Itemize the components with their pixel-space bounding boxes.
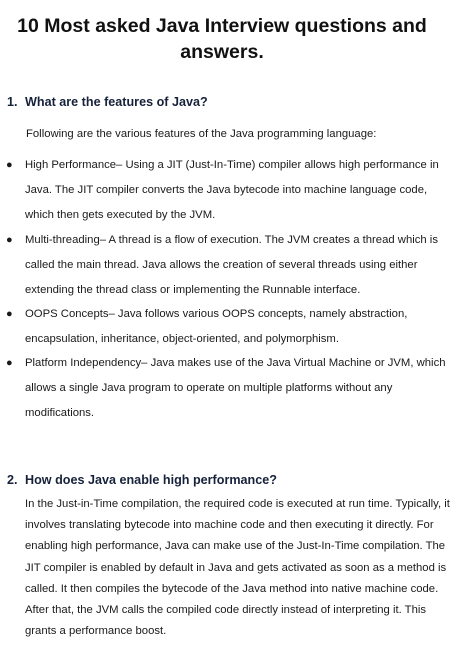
list-item-text: OOPS Concepts– Java follows various OOPS concepts, namely abstraction, encapsulation, inheritance, object-oriented, and polymorphism. (25, 308, 408, 345)
list-item-text: Multi-threading– A thread is a flow of execution. The JVM creates a thread which is called the main thread. Java allows the creation of several threads using either extending the thread class or implementing the Runnable interface. (25, 234, 438, 296)
bullet-icon: ● (6, 159, 13, 171)
question-number: 1. (7, 95, 18, 109)
question-1-intro: Following are the various features of the Java programming language: (26, 128, 377, 140)
list-item-text: High Performance– Using a JIT (Just-In-Time) compiler allows high performance in Java. The JIT compiler converts the Java bytecode into machine language code, which then gets executed by the JVM. (25, 159, 439, 221)
question-1-heading (7, 94, 208, 110)
question-number: 2. (7, 473, 18, 487)
page-title: 10 Most asked Java Interview questions and answers. (17, 15, 427, 63)
bullet-icon: ● (6, 308, 13, 320)
list-item-text: Platform Independency– Java makes use of the Java Virtual Machine or JVM, which allows a single Java program to operate on multiple platforms without any modifications. (25, 357, 446, 419)
question-2-answer: In the Just-in-Time compilation, the required code is executed at run time. Typically, it involves translating bytecode into machine code and then executing it directly. For enabling high performance, Java can make use of the Just-In-Time compilation. The JIT compiler is enabled by default in Java and gets activated as soon as a method is called. It then compiles the bytecode of the Java method into native machine code. After that, the JVM calls the compiled code directly instead of interpreting it. This grants a performance boost. (25, 498, 450, 638)
question-text: What are the features of Java? (25, 95, 208, 109)
bullet-icon: ● (6, 357, 13, 369)
question-2-heading (7, 472, 277, 488)
question-text: How does Java enable high performance? (25, 473, 277, 487)
bullet-icon: ● (6, 234, 13, 246)
